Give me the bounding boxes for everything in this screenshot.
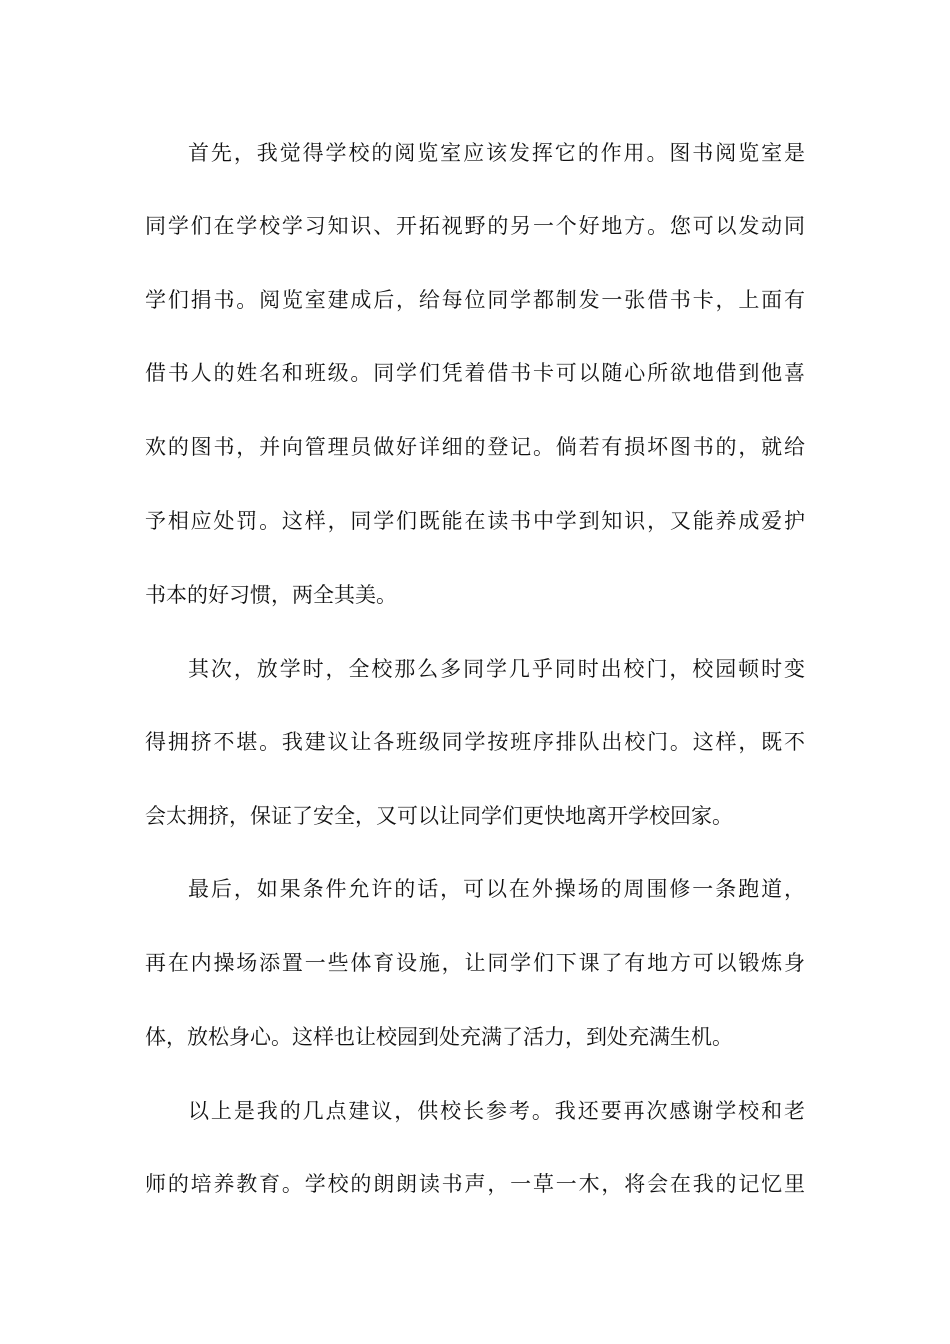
paragraph-4-line-1: 以上是我的几点建议，供校长参考。我还要再次感谢学校和老 — [188, 1099, 805, 1123]
paragraph-3-line-3: 体，放松身心。这样也让校园到处充满了活力，到处充满生机。 — [145, 1025, 733, 1049]
paragraph-2-line-3: 会太拥挤，保证了安全，又可以让同学们更快地离开学校回家。 — [145, 804, 733, 828]
paragraph-1-line-6: 予相应处罚。这样，同学们既能在读书中学到知识，又能养成爱护 — [145, 509, 805, 533]
paragraph-4-line-2: 师的培养教育。学校的朗朗读书声，一草一木，将会在我的记忆里 — [145, 1172, 805, 1196]
paragraph-2-line-1: 其次，放学时，全校那么多同学几乎同时出校门，校园顿时变 — [188, 657, 805, 681]
paragraph-2-line-2: 得拥挤不堪。我建议让各班级同学按班序排队出校门。这样，既不 — [145, 730, 805, 754]
paragraph-1-line-2: 同学们在学校学习知识、开拓视野的另一个好地方。您可以发动同 — [145, 214, 805, 238]
paragraph-3-line-2: 再在内操场添置一些体育设施，让同学们下课了有地方可以锻炼身 — [145, 951, 805, 975]
paragraph-1-line-7: 书本的好习惯，两全其美。 — [145, 583, 397, 607]
paragraph-3-line-1: 最后，如果条件允许的话，可以在外操场的周围修一条跑道， — [188, 877, 805, 901]
paragraph-1-line-1: 首先，我觉得学校的阅览室应该发挥它的作用。图书阅览室是 — [188, 141, 805, 165]
paragraph-1-line-4: 借书人的姓名和班级。同学们凭着借书卡可以随心所欲地借到他喜 — [145, 361, 805, 385]
paragraph-1-line-3: 学们捐书。阅览室建成后，给每位同学都制发一张借书卡，上面有 — [145, 288, 805, 312]
paragraph-1-line-5: 欢的图书，并向管理员做好详细的登记。倘若有损坏图书的，就给 — [145, 435, 805, 459]
